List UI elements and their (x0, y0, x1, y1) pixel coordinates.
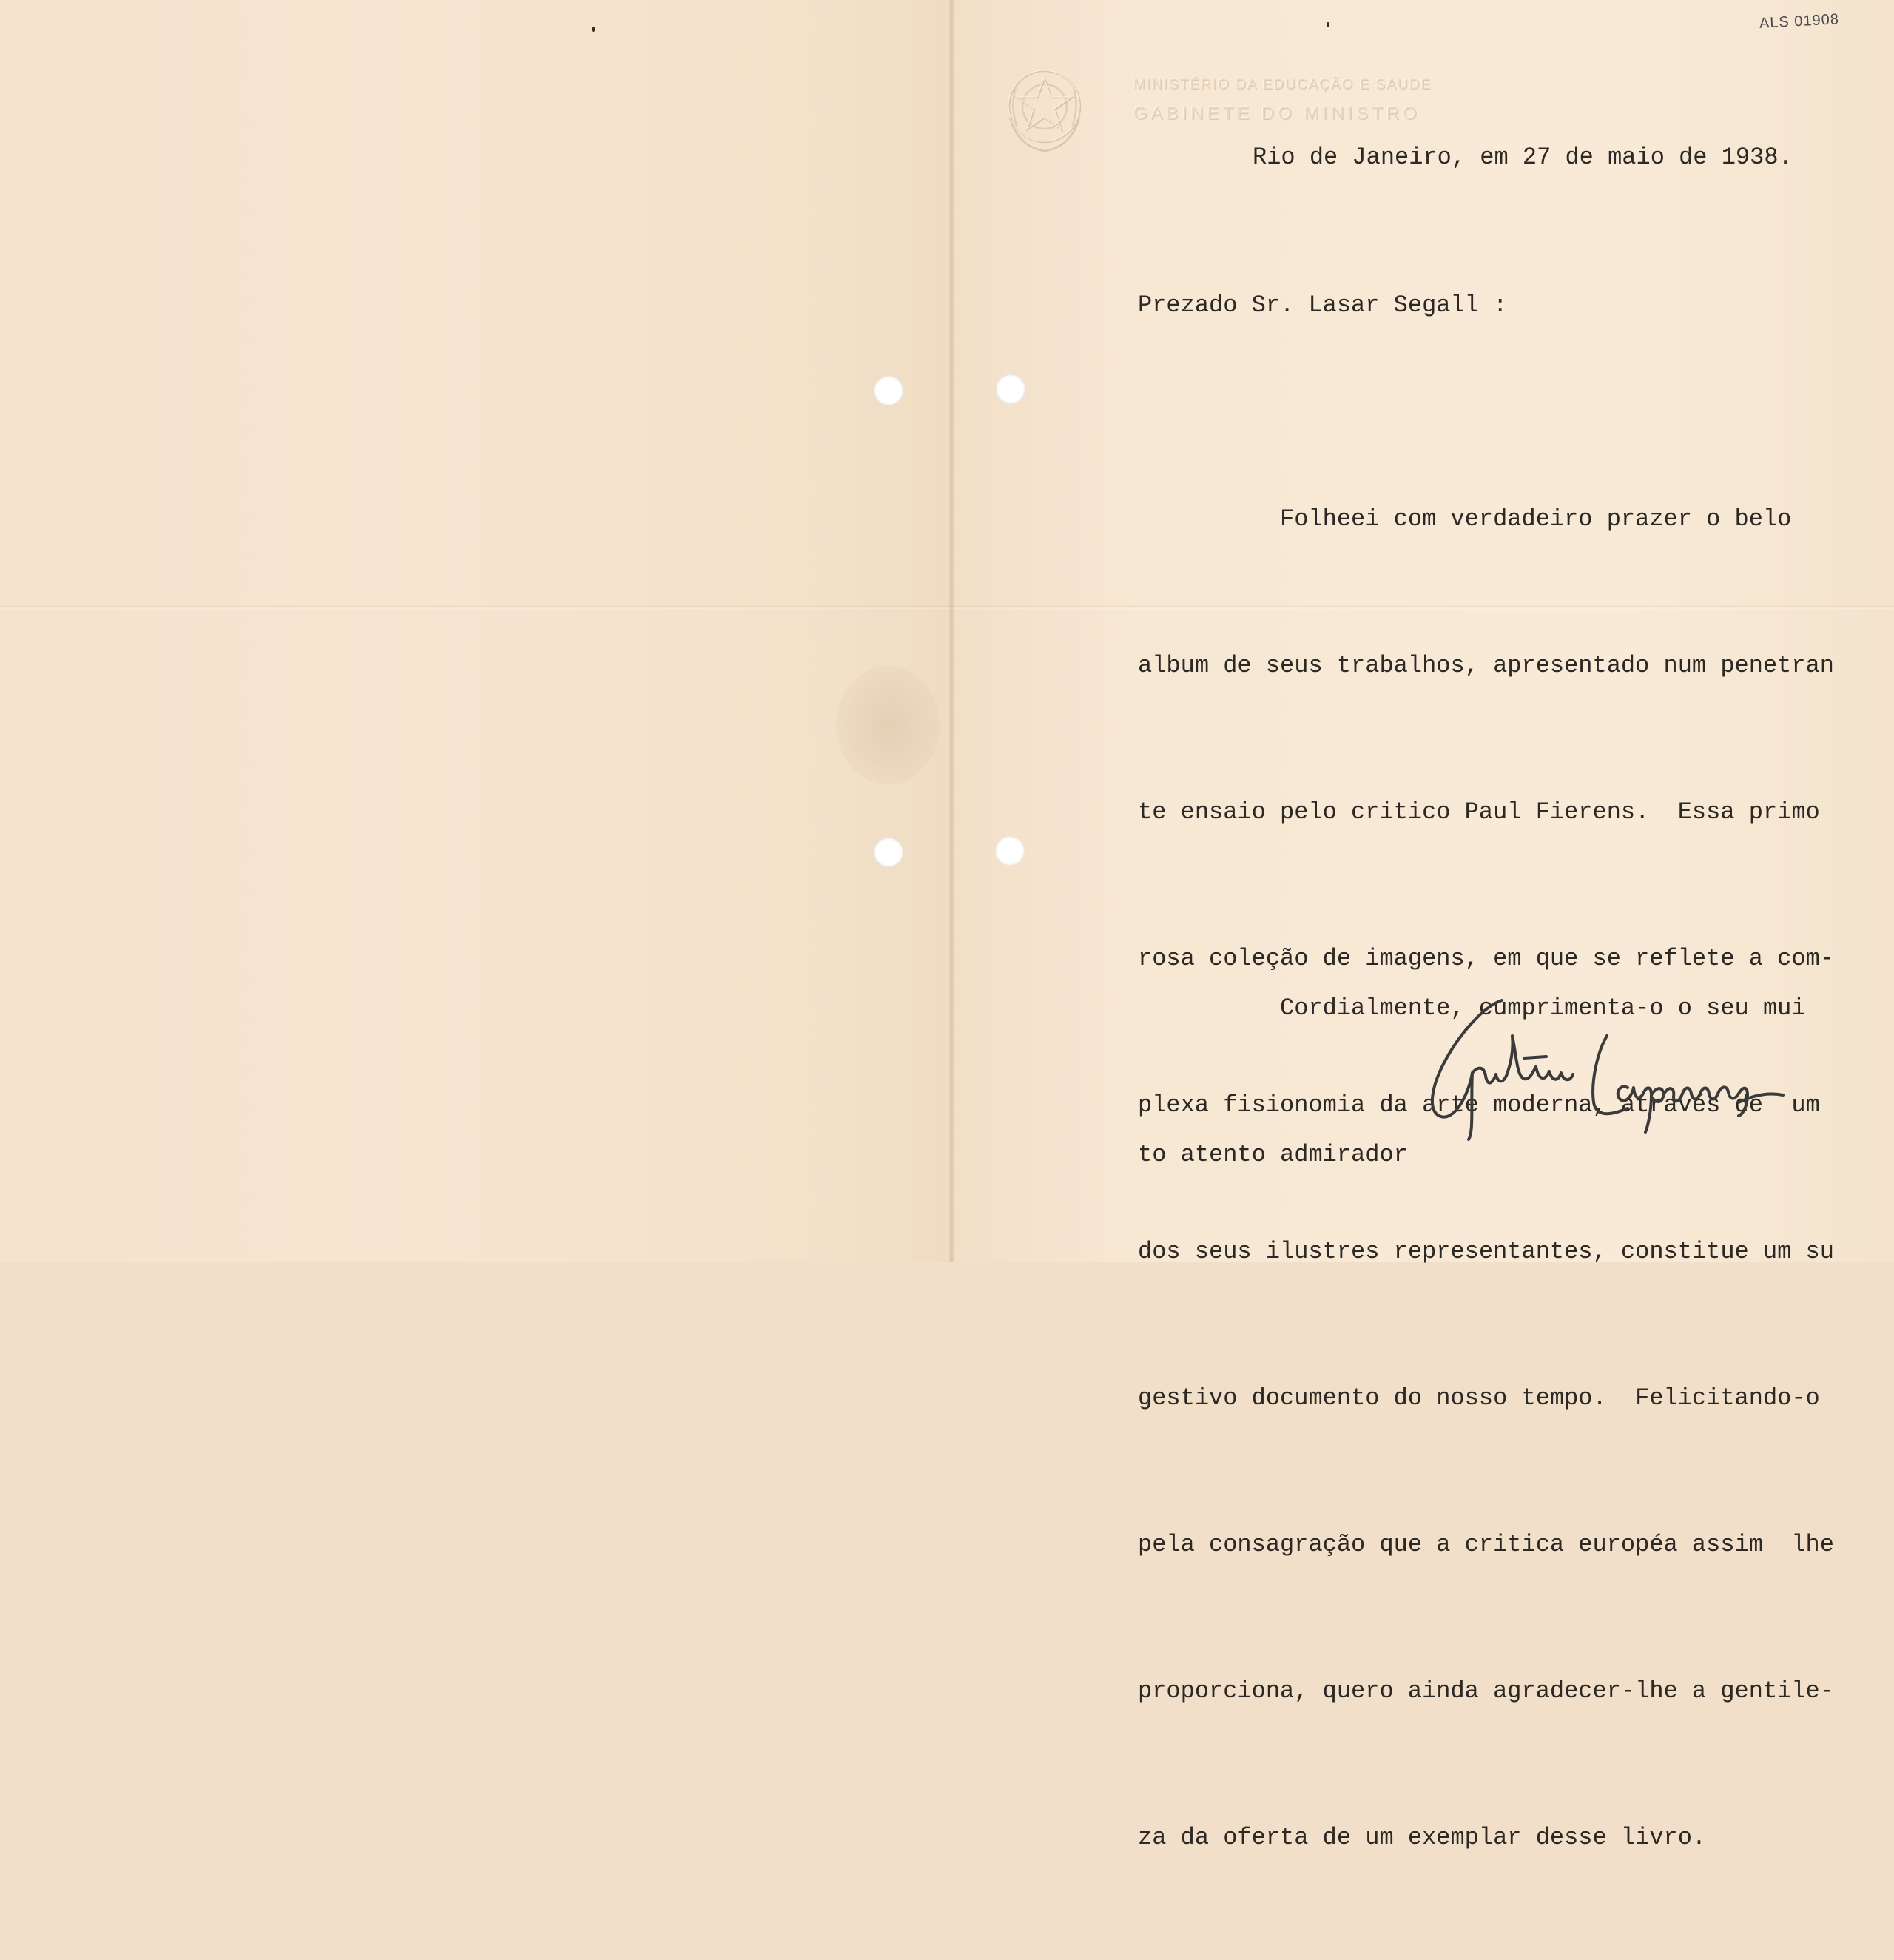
body-line: album de seus trabalhos, apresentado num penetran (1138, 652, 1834, 679)
body-line: proporciona, quero ainda agradecer-lhe a gentile- (1138, 1677, 1834, 1705)
closing-line: to atento admirador (1138, 1141, 1408, 1168)
handwritten-signature (1413, 984, 1842, 1147)
body-line: pela consagração que a critica européa assim lhe (1138, 1531, 1834, 1558)
embossed-seal-icon (995, 58, 1095, 158)
paper-stain (836, 666, 940, 784)
center-fold (949, 0, 954, 1262)
body-line: rosa coleção de imagens, em que se reflete a com- (1138, 945, 1834, 972)
body-line: Folheei com verdadeiro prazer o belo (1138, 505, 1792, 533)
closing-line: Cordialmente, cumprimenta-o o seu mui (1138, 994, 1806, 1022)
body-line: dos seus ilustres representantes, constitue um su (1138, 1238, 1834, 1265)
letterhead-office: GABINETE DO MINISTRO (1133, 104, 1421, 124)
body-line: za da oferta de um exemplar desse livro. (1138, 1824, 1707, 1851)
date-line: Rio de Janeiro, em 27 de maio de 1938. (1253, 144, 1793, 171)
letterhead-ministry: MINISTÉRIO DA EDUCAÇÃO E SAUDE (1133, 77, 1432, 92)
blank-left-leaf (0, 0, 949, 1262)
paper-speck (1327, 22, 1329, 27)
punch-hole-left-bottom (874, 838, 903, 867)
body-line: plexa fisionomia da arte moderna, através de um (1138, 1091, 1820, 1119)
punch-hole-right-top (996, 374, 1025, 404)
body-line: gestivo documento do nosso tempo. Felicitando-o (1138, 1384, 1820, 1412)
punch-hole-left-top (874, 376, 903, 405)
body-line: te ensaio pelo critico Paul Fierens. Essa primo (1138, 798, 1820, 826)
punch-hole-right-bottom (995, 836, 1025, 866)
letterhead (1133, 77, 1432, 124)
archive-code: ALS 01908 (1759, 11, 1840, 32)
paper-speck (592, 27, 595, 32)
salutation: Prezado Sr. Lasar Segall : (1138, 292, 1508, 319)
